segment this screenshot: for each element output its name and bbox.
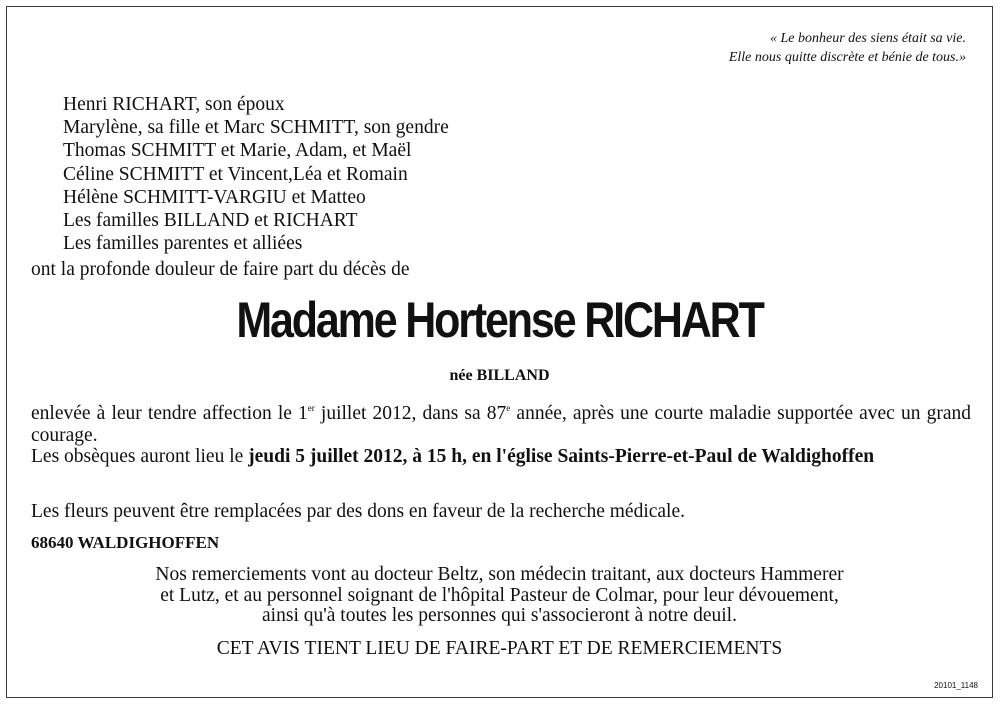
funeral-details: jeudi 5 juillet 2012, à 15 h, en l'église Saints-Pierre-et-Paul de Waldighoffen (248, 446, 875, 467)
announcement-intro: ont la profonde douleur de faire part du décès de (31, 259, 410, 280)
thanks-paragraph (7, 565, 992, 627)
death-paragraph (31, 397, 971, 447)
epigraph-quote (729, 29, 966, 67)
ordinal-suffix: e (506, 403, 511, 413)
family-list (63, 93, 449, 255)
family-member: Les familles parentes et alliées (63, 233, 303, 255)
death-text: enlevée à leur tendre affection le 1 (31, 403, 308, 424)
family-member: Céline SCHMITT et Vincent,Léa et Romain (63, 163, 408, 185)
flowers-paragraph: Les fleurs peuvent être remplacées par des dons en faveur de la recherche médicale. (31, 501, 685, 522)
family-member: Henri RICHART, son époux (63, 94, 285, 115)
closing-statement: CET AVIS TIENT LIEU DE FAIRE-PART ET DE REMERCIEMENTS (216, 638, 783, 659)
funeral-prefix: Les obsèques auront lieu le (31, 446, 249, 467)
maiden-name: née BILLAND (449, 367, 550, 384)
quote-line: Elle nous quitte discrète et bénie de tous.» (728, 50, 966, 65)
obituary-notice (6, 6, 993, 698)
quote-line: « Le bonheur des siens était sa vie. (770, 31, 966, 46)
reference-code: 20101_1148 (934, 681, 978, 690)
postal-address: 68640 WALDIGHOFFEN (31, 533, 220, 552)
ordinal-suffix: er (307, 403, 315, 413)
family-member: Marylène, sa fille et Marc SCHMITT, son gendre (63, 117, 449, 139)
funeral-paragraph (31, 446, 971, 468)
thanks-line: et Lutz, et au personnel soignant de l'hôpital Pasteur de Colmar, pour leur dévouement, (160, 584, 839, 606)
deceased-name: Madame Hortense RICHART (236, 292, 763, 348)
family-member: Thomas SCHMITT et Marie, Adam, et Maël (63, 140, 412, 162)
death-text: année, après une courte maladie supportée avec un grand courage. (31, 403, 971, 446)
family-member: Les familles BILLAND et RICHART (63, 210, 358, 232)
family-member: Hélène SCHMITT-VARGIU et Matteo (63, 186, 366, 208)
death-text: juillet 2012, dans sa 87 (314, 403, 507, 424)
thanks-line: ainsi qu'à toutes les personnes qui s'associeront à notre deuil. (262, 605, 737, 626)
thanks-line: Nos remerciements vont au docteur Beltz, son médecin traitant, aux docteurs Hammerer (155, 564, 844, 585)
